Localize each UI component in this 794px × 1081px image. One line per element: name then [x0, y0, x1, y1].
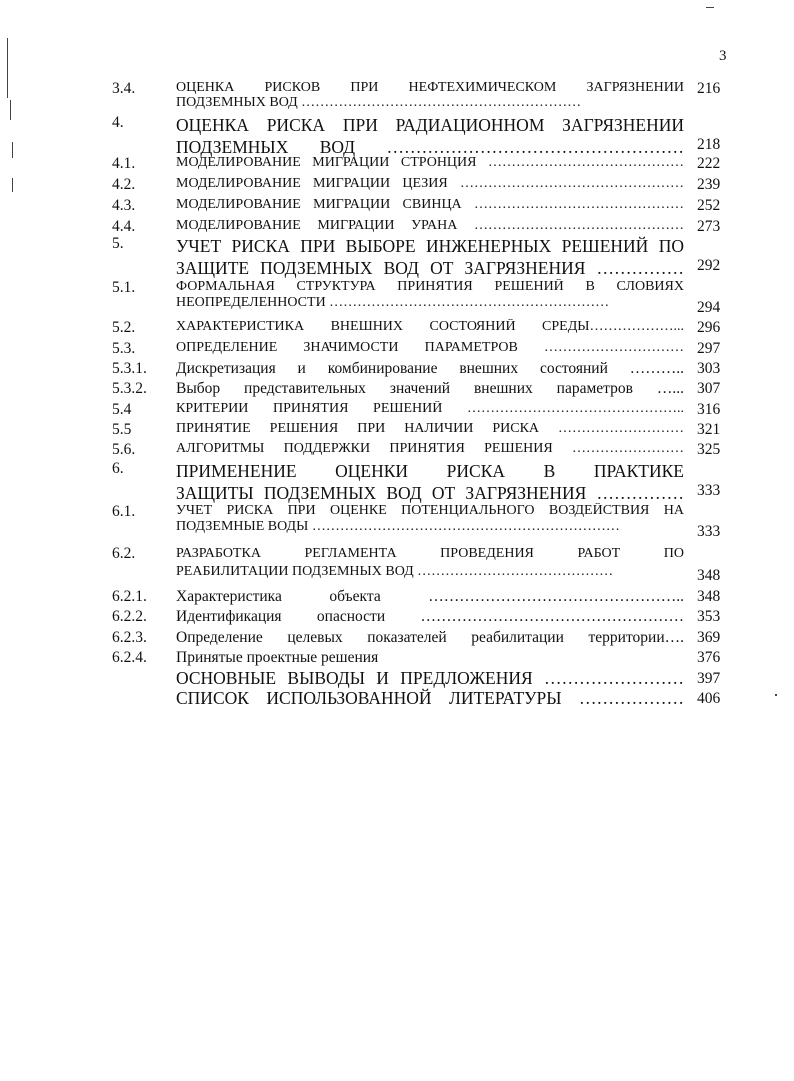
toc-entry-number: 4.1. [112, 155, 136, 172]
toc-entry-number: 6.2.4. [112, 649, 147, 666]
toc-entry-page: 348 [697, 588, 721, 605]
toc-entry-page: 222 [697, 155, 721, 172]
toc-entry-page: 303 [697, 360, 721, 377]
toc-entry-title: ПРИНЯТИЕ РЕШЕНИЯ ПРИ НАЛИЧИИ РИСКА ……………………… [176, 421, 684, 436]
toc-entry-title: Дискретизация и комбинирование внешних состояний ……….. [176, 360, 684, 377]
toc-entry-number: 5.3.1. [112, 360, 147, 377]
toc-entry-page: 292 [697, 257, 721, 274]
toc-entry-page: 353 [697, 608, 721, 625]
toc-entry-page: 321 [697, 421, 721, 438]
toc-entry-title: АЛГОРИТМЫ ПОДДЕРЖКИ ПРИНЯТИЯ РЕШЕНИЯ …………………… [176, 441, 684, 456]
toc-entry-number: 6.2. [112, 545, 136, 562]
toc-entry-title: ХАРАКТЕРИСТИКА ВНЕШНИХ СОСТОЯНИЙ СРЕДЫ………………... [176, 319, 684, 334]
toc-entry-title: ФОРМАЛЬНАЯ СТРУКТУРА ПРИНЯТИЯ РЕШЕНИЙ В СЛОВИЯХ НЕОПРЕДЕЛЕННОСТИ …………………………………………………… [176, 279, 684, 310]
toc-entry-number: 6.2.2. [112, 608, 147, 625]
toc-entry-number: 4.3. [112, 197, 136, 214]
toc-entry-page: 333 [697, 523, 721, 540]
toc-entry-page: 397 [697, 670, 721, 687]
toc-entry-number: 5.5 [112, 421, 132, 438]
toc-entry-page: 218 [697, 136, 721, 153]
scan-artifact-left-mark [10, 100, 11, 120]
toc-entry-title: ОЦЕНКА РИСКОВ ПРИ НЕФТЕХИМИЧЕСКОМ ЗАГРЯЗНЕНИИ ПОДЗЕМНЫХ ВОД …………………………………………………… [176, 80, 684, 110]
toc-entry-number: 6. [112, 460, 124, 477]
toc-entry-title: МОДЕЛИРОВАНИЕ МИГРАЦИИ ЦЕЗИЯ ………………………………………… [176, 176, 684, 191]
scan-artifact-left-mark [12, 142, 13, 158]
scan-artifact-right-dot [775, 694, 777, 696]
toc-entry-number: 5.2. [112, 319, 136, 336]
toc-entry-page: 348 [697, 567, 721, 584]
toc-entry-title: МОДЕЛИРОВАНИЕ МИГРАЦИИ УРАНА ……………………………………… [176, 218, 684, 233]
toc-entry-number: 5.4 [112, 401, 132, 418]
toc-entry-number: 4. [112, 114, 124, 131]
toc-entry-page: 369 [697, 629, 721, 646]
toc-entry-page: 325 [697, 441, 721, 458]
toc-entry-page: 296 [697, 319, 721, 336]
toc-entry-page: 216 [697, 80, 721, 97]
toc-entry-title: УЧЕТ РИСКА ПРИ ОЦЕНКЕ ПОТЕНЦИАЛЬНОГО ВОЗДЕЙСТВИЯ НА ПОДЗЕМНЫЕ ВОДЫ ………………………………………………………… [176, 503, 684, 534]
toc-entry-title: УЧЕТ РИСКА ПРИ ВЫБОРЕ ИНЖЕНЕРНЫХ РЕШЕНИЙ ПО ЗАЩИТЕ ПОДЗЕМНЫХ ВОД ОТ ЗАГРЯЗНЕНИЯ …………… [176, 236, 684, 278]
scan-artifact-top-dash [706, 7, 714, 8]
page-number: 3 [719, 48, 727, 64]
toc-entry-number: 5.6. [112, 441, 136, 458]
toc-entry-page: 239 [697, 176, 721, 193]
toc-entry-title: Выбор представительных значений внешних параметров …... [176, 380, 684, 397]
toc-entry-title: МОДЕЛИРОВАНИЕ МИГРАЦИИ СТРОНЦИЯ …………………………………… [176, 155, 684, 170]
toc-entry-title: ПРИМЕНЕНИЕ ОЦЕНКИ РИСКА В ПРАКТИКЕ ЗАЩИТЫ ПОДЗЕМНЫХ ВОД ОТ ЗАГРЯЗНЕНИЯ …………… [176, 461, 684, 503]
toc-entry-number: 6.2.1. [112, 588, 147, 605]
toc-entry-title: КРИТЕРИИ ПРИНЯТИЯ РЕШЕНИЙ ……………………………………….. [176, 401, 684, 416]
toc-entry-page: 316 [697, 401, 721, 418]
toc-entry-number: 4.2. [112, 176, 136, 193]
toc-entry-page: 294 [697, 299, 721, 316]
toc-entry-title: Принятые проектные решения [176, 649, 379, 666]
toc-entry-page: 376 [697, 649, 721, 666]
toc-entry-title: Идентификация опасности …………………………………………… [176, 608, 684, 625]
toc-entry-page: 273 [697, 218, 721, 235]
toc-entry-page: 297 [697, 340, 721, 357]
scan-artifact-left-mark [12, 178, 13, 192]
toc-entry-page: 333 [697, 482, 721, 499]
toc-entry-number: 3.4. [112, 80, 136, 97]
toc-entry-title: Определение целевых показателей реабилитации территории…. [176, 629, 684, 646]
toc-entry-number: 6.2.3. [112, 629, 147, 646]
toc-entry-number: 5.3.2. [112, 380, 147, 397]
toc-entry-page: 252 [697, 197, 721, 214]
toc-entry-title: РАЗРАБОТКА РЕГЛАМЕНТА ПРОВЕДЕНИЯ РАБОТ ПО РЕАБИЛИТАЦИИ ПОДЗЕМНЫХ ВОД …………………………………… [176, 546, 684, 579]
toc-entry-page: 406 [697, 690, 721, 707]
toc-entry-title: СПИСОК ИСПОЛЬЗОВАННОЙ ЛИТЕРАТУРЫ ……………… [176, 688, 684, 708]
toc-entry-title: МОДЕЛИРОВАНИЕ МИГРАЦИИ СВИНЦА ……………………………………… [176, 197, 684, 212]
toc-entry-title: ОЦЕНКА РИСКА ПРИ РАДИАЦИОННОМ ЗАГРЯЗНЕНИИ ПОДЗЕМНЫХ ВОД …………………………………………… [176, 115, 684, 157]
toc-entry-number: 5.3. [112, 340, 136, 357]
toc-entry-number: 4.4. [112, 218, 136, 235]
toc-entry-page: 307 [697, 380, 721, 397]
toc-entry-number: 5.1. [112, 279, 136, 296]
scan-artifact-left-edge [7, 38, 8, 98]
toc-entry-number: 6.1. [112, 503, 136, 520]
toc-entry-number: 5. [112, 235, 124, 252]
toc-entry-title: ОПРЕДЕЛЕНИЕ ЗНАЧИМОСТИ ПАРАМЕТРОВ ………………………… [176, 340, 684, 355]
toc-entry-title: Характеристика объекта ………………………………………….. [176, 588, 684, 605]
toc-entry-title: ОСНОВНЫЕ ВЫВОДЫ И ПРЕДЛОЖЕНИЯ …………………… [176, 668, 684, 688]
